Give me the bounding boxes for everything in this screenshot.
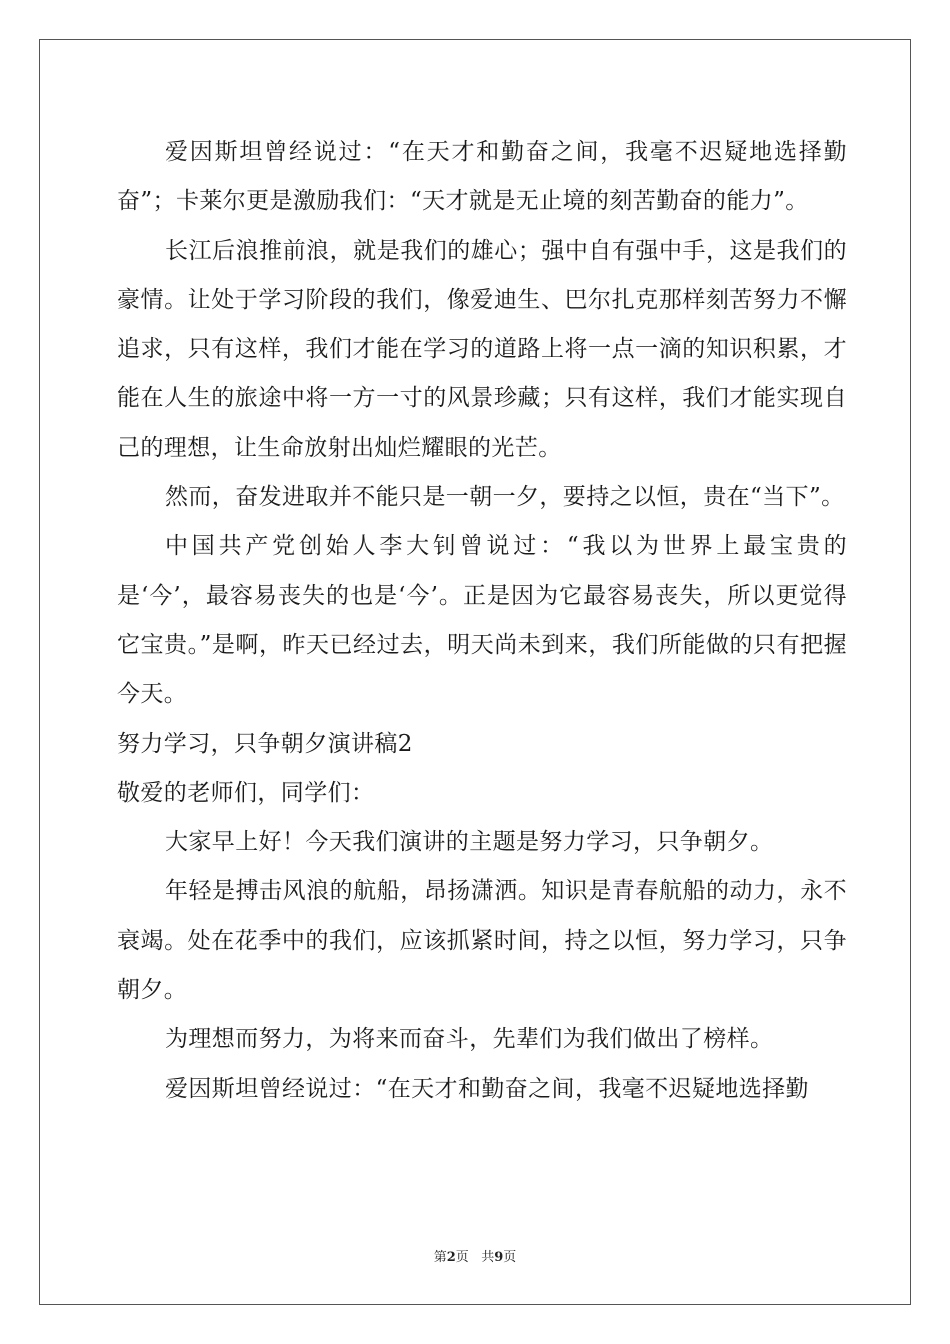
paragraph: 为理想而努力，为将来而奋斗，先辈们为我们做出了榜样。 <box>165 1026 774 1053</box>
salutation: 敬爱的老师们，同学们： <box>117 779 375 806</box>
paragraph: 中国共产党创始人李大钊曾说过：“我以为世界上最宝贵的是‘今’，最容易丧失的也是‘今’。正是因为它最容易丧失，所以更觉得它宝贵。”是啊，昨天已经过去，明天尚未到来，我们所能做的只有把握今天。 <box>117 533 847 708</box>
footer-page-number: 2 <box>446 1250 456 1265</box>
footer-total-pages: 9 <box>494 1250 504 1265</box>
paragraph: 年轻是搏击风浪的航船，昂扬潇洒。知识是青春航船的动力，永不衰竭。处在花季中的我们，应该抓紧时间，持之以恒，努力学习，只争朝夕。 <box>117 878 847 1004</box>
page-footer <box>0 1246 950 1265</box>
paragraph: 爱因斯坦曾经说过：“在天才和勤奋之间，我毫不迟疑地选择勤 <box>165 1075 809 1102</box>
footer-page-suffix: 页 <box>455 1250 469 1265</box>
paragraph: 长江后浪推前浪，就是我们的雄心；强中自有强中手，这是我们的豪情。让处于学习阶段的我们，像爱迪生、巴尔扎克那样刻苦努力不懈追求，只有这样，我们才能在学习的道路上将一点一滴的知识积累，才能在人生的旅途中将一方一寸的风景珍藏；只有这样，我们才能实现自己的理想，让生命放射出灿烂耀眼的光芒。 <box>117 237 847 461</box>
section-title: 努力学习，只争朝夕演讲稿2 <box>117 730 413 757</box>
footer-total-suffix: 页 <box>503 1250 517 1265</box>
footer-page-prefix: 第 <box>433 1250 447 1265</box>
paragraph: 大家早上好！今天我们演讲的主题是努力学习，只争朝夕。 <box>165 829 774 856</box>
paragraph: 爱因斯坦曾经说过：“在天才和勤奋之间，我毫不迟疑地选择勤奋”；卡莱尔更是激励我们：“天才就是无止境的刻苦勤奋的能力”。 <box>117 139 847 215</box>
paragraph: 然而，奋发进取并不能只是一朝一夕，要持之以恒，贵在“当下”。 <box>165 484 845 511</box>
footer-total-prefix: 共 <box>481 1250 495 1265</box>
document-body <box>117 128 847 1114</box>
